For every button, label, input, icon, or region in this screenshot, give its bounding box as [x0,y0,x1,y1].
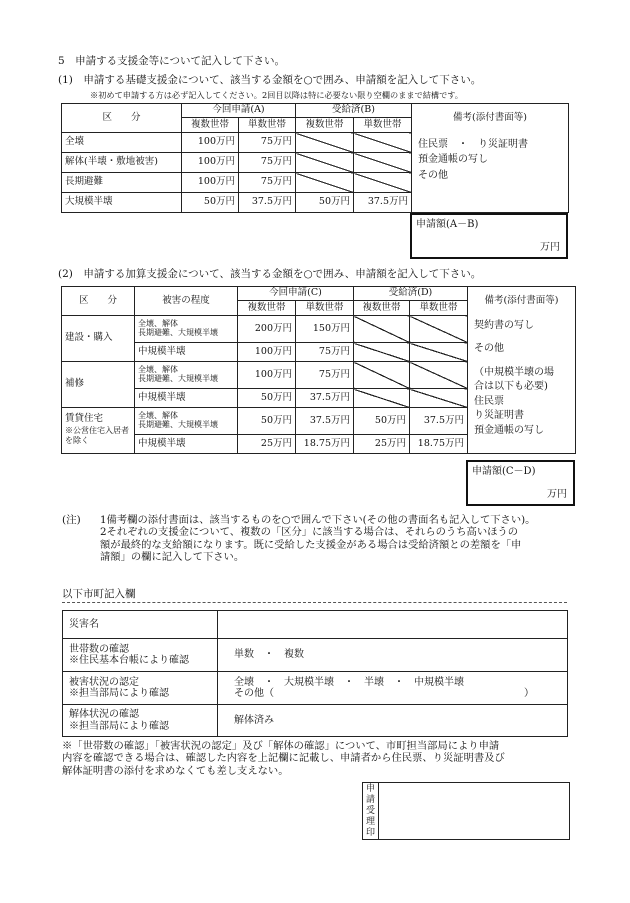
disaster-name-field[interactable] [218,611,568,639]
amount-cell[interactable]: 100万円 [182,173,239,193]
amount-cell[interactable]: 100万円 [182,153,239,173]
group-label: 賃貸住宅 ※公営住宅入居者を除く [62,408,135,454]
not-applicable-cell [354,362,410,389]
municipal-section-title: 以下市町記入欄 [62,588,136,600]
amount-cell[interactable]: 75万円 [239,133,296,153]
remark-line: り災証明書 [474,410,524,421]
amount-cell[interactable]: 50万円 [296,193,354,213]
not-applicable-cell [410,316,468,343]
municipal-table [62,610,568,737]
header-kubun: 区 分 [62,104,182,133]
not-applicable-cell [296,173,354,193]
amount-cell[interactable]: 150万円 [296,316,354,343]
header-single: 単数世帯 [296,301,354,316]
damage-level: 全壊、解体 長期避難、大規模半壊 [135,316,238,343]
notes-label: (注) [62,514,81,526]
amount-cell[interactable]: 50万円 [182,193,239,213]
additional-support-instruction: (2) 申請する加算支援金について、該当する金額を○で囲み、申請額を記入して下さい。 [58,268,482,280]
header-current-application: 今回申請(A) [182,104,296,118]
amount-cell[interactable]: 100万円 [238,343,296,362]
amount-cell[interactable]: 100万円 [238,362,296,389]
header-single: 単数世帯 [354,118,412,133]
remarks-cell[interactable] [468,316,576,454]
remark-line: 合は以下も必要) [474,381,548,392]
household-count-label: 世帯数の確認 ※住民基本台帳により確認 [63,639,218,672]
receipt-stamp-label: 申 請 受 理 印 [363,783,379,839]
header-remarks: 備考(添付書面等) [468,287,576,316]
remark-line [474,357,569,366]
not-applicable-cell [354,343,410,362]
disaster-name-label: 災害名 [63,611,218,639]
amount-cell[interactable]: 75万円 [239,153,296,173]
demolition-check-field[interactable]: 解体済み [218,705,568,737]
amount-cell[interactable]: 200万円 [238,316,296,343]
amount-cell[interactable]: 75万円 [296,362,354,389]
header-multi: 複数世帯 [182,118,239,133]
damage-level: 中規模半壊 [135,389,238,408]
amount-cell[interactable]: 37.5万円 [296,389,354,408]
not-applicable-cell [296,153,354,173]
amount-cell[interactable]: 18.75万円 [296,435,354,454]
not-applicable-cell [354,133,412,153]
dashed-divider [62,602,567,603]
damage-level: 中規模半壊 [135,343,238,362]
remark-line: その他 [418,169,448,181]
group-label: 建設・購入 [62,316,135,362]
additional-support-table [61,286,576,454]
amount-cell[interactable]: 50万円 [354,408,410,435]
amount-cell[interactable]: 37.5万円 [354,193,412,213]
basic-support-note: ※初めて申請する方は必ず記入してください。2回目以降は特に必要ない限り空欄のままで結構です。 [90,90,463,100]
damage-level: 全壊、解体 長期避難、大規模半壊 [135,408,238,435]
household-count-field[interactable]: 単数 ・ 複数 [218,639,568,672]
header-single: 単数世帯 [239,118,296,133]
application-amount-box-ab[interactable] [410,213,568,259]
remark-line: その他 [474,343,504,354]
section-heading: 5 申請する支援金等について記入して下さい。 [58,55,285,67]
remark-line: 契約書の写し [474,319,534,331]
not-applicable-cell [354,173,412,193]
not-applicable-cell [354,316,410,343]
amount-cell[interactable]: 100万円 [182,133,239,153]
header-multi: 複数世帯 [296,118,354,133]
header-single: 単数世帯 [410,301,468,316]
amount-cell[interactable]: 37.5万円 [296,408,354,435]
amount-cell[interactable]: 18.75万円 [410,435,468,454]
remark-line [474,333,569,342]
amount-label: 申請額(A－B) [416,219,479,230]
row-label: 解体(半壊・敷地被害) [62,153,182,173]
not-applicable-cell [354,153,412,173]
amount-cell[interactable]: 50万円 [238,389,296,408]
header-received: 受給済(D) [354,287,468,301]
amount-unit: 万円 [547,489,567,500]
remark-line: （中規模半壊の場 [474,366,554,378]
not-applicable-cell [354,389,410,408]
header-multi: 複数世帯 [354,301,410,316]
amount-cell[interactable]: 37.5万円 [239,193,296,213]
group-label: 補修 [62,362,135,408]
remark-line: 預金通帳の写し [474,424,544,436]
header-multi: 複数世帯 [238,301,296,316]
row-label: 大規模半壊 [62,193,182,213]
not-applicable-cell [410,362,468,389]
not-applicable-cell [296,133,354,153]
damage-level: 全壊、解体 長期避難、大規模半壊 [135,362,238,389]
municipal-footnote: ※「世帯数の確認」「被害状況の認定」及び「解体の確認」について、市町担当部局により申請 内容を確認できる場合は、確認した内容を上記欄に記載し、申請者から住民票、り災証明書及び 解体証明書の添付を求めなくても差し支えない。 [62,740,505,777]
application-amount-box-cd[interactable] [466,460,575,506]
remarks-cell[interactable] [412,133,569,213]
not-applicable-cell [410,343,468,362]
amount-unit: 万円 [540,242,560,253]
not-applicable-cell [410,389,468,408]
amount-label: 申請額(C－D) [472,466,536,477]
amount-cell[interactable]: 50万円 [238,408,296,435]
remark-line: 住民票 ・ り災証明書 [418,138,528,150]
notes-body: 1備考欄の添付書面は、該当するものを○で囲んで下さい(その他の書面名も記入して下さい)。 2それぞれの支援金について、複数の「区分」に該当する場合は、それらのうち高いほうの 額が最終的な支給額になります。既に受給した支援金がある場合は受給済額との差額を「申 請額」の欄に記入して下さい。 [100,514,536,564]
remark-line: 住民票 [474,395,504,407]
row-label: 長期避難 [62,173,182,193]
amount-cell[interactable]: 75万円 [296,343,354,362]
damage-assessment-label: 被害状況の認定 ※担当部局により確認 [63,672,218,705]
header-kubun: 区 分 [62,287,135,316]
damage-level: 中規模半壊 [135,435,238,454]
amount-cell[interactable]: 25万円 [354,435,410,454]
amount-cell[interactable]: 25万円 [238,435,296,454]
basic-support-table [61,103,569,213]
amount-cell[interactable]: 75万円 [239,173,296,193]
demolition-check-label: 解体状況の確認 ※担当部局により確認 [63,705,218,737]
header-received: 受給済(B) [296,104,412,118]
header-remarks: 備考(添付書面等) [412,104,569,133]
row-label: 全壊 [62,133,182,153]
damage-assessment-field[interactable]: 全壊 ・ 大規模半壊 ・ 半壊 ・ 中規模半壊 その他（ ） [218,672,568,705]
basic-support-instruction: (1) 申請する基礎支援金について、該当する金額を○で囲み、申請額を記入して下さい。 [58,74,482,86]
header-damage-level: 被害の程度 [135,287,238,316]
receipt-stamp-box[interactable] [362,782,570,840]
header-current-application: 今回申請(C) [238,287,354,301]
amount-cell[interactable]: 37.5万円 [410,408,468,435]
remark-line: 預金通帳の写し [418,154,488,165]
